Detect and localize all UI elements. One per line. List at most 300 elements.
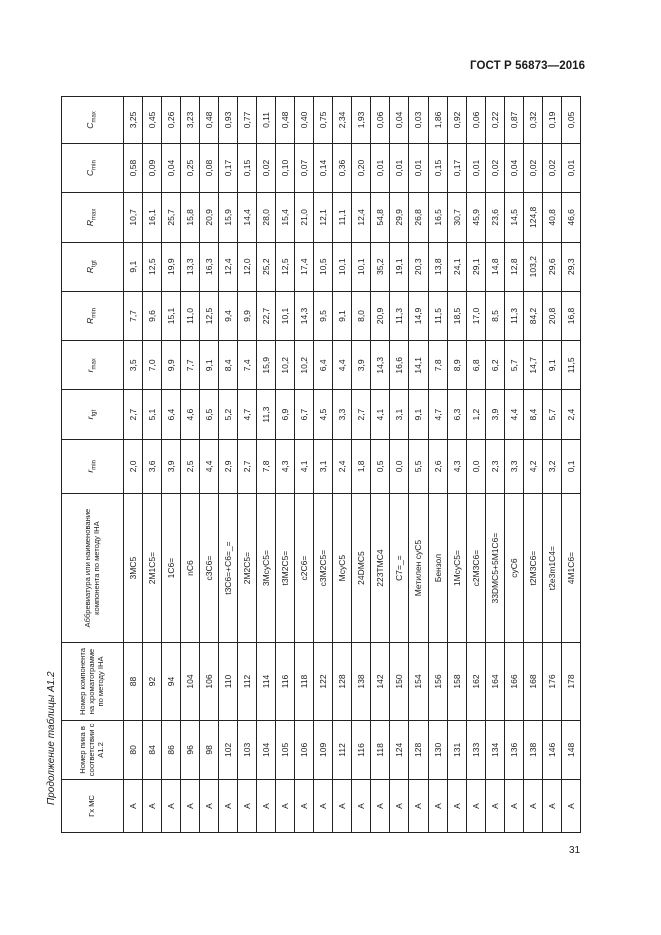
- table-cell: А: [219, 780, 238, 833]
- table-cell: 11,5: [428, 291, 447, 340]
- table-cell: 104: [181, 643, 200, 721]
- table-cell: 24,1: [447, 242, 466, 291]
- table-row: [295, 97, 314, 833]
- table-cell: 0,20: [352, 143, 371, 192]
- table-cell: 14,3: [371, 341, 390, 390]
- table-cell: 116: [276, 643, 295, 721]
- table-cell: 12,4: [219, 242, 238, 291]
- table-cell: 16,5: [428, 193, 447, 242]
- table-cell: 45,9: [466, 193, 485, 242]
- table-cell: 25,2: [257, 242, 276, 291]
- column-header-subscript: max: [91, 111, 98, 123]
- table-cell: 11,3: [504, 291, 523, 340]
- table-cell: 10,2: [276, 341, 295, 390]
- table-cell: 0,93: [219, 97, 238, 144]
- table-cell: 10,1: [352, 242, 371, 291]
- table-cell: 0,09: [143, 143, 162, 192]
- table-cell: 0,02: [485, 143, 504, 192]
- table-cell: 9,1: [542, 341, 561, 390]
- table-cell: 92: [143, 643, 162, 721]
- table-cell: t2M3C6=: [523, 494, 542, 643]
- table-cell: 154: [409, 643, 428, 721]
- table-cell: 3,1: [314, 439, 333, 493]
- table-cell: 16,6: [390, 341, 409, 390]
- column-header: [62, 242, 124, 291]
- table-cell: А: [124, 780, 143, 833]
- table-cell: 6,2: [485, 341, 504, 390]
- table-cell: 10,5: [314, 242, 333, 291]
- table-cell: McyC5: [333, 494, 352, 643]
- table-cell: C7=_=: [390, 494, 409, 643]
- table-cell: А: [181, 780, 200, 833]
- table-cell: 9,4: [219, 291, 238, 340]
- table-cell: 133: [466, 720, 485, 779]
- table-row: [428, 97, 447, 833]
- table-row: [447, 97, 466, 833]
- table-cell: 130: [428, 720, 447, 779]
- table-cell: 0,04: [162, 143, 181, 192]
- table-cell: 0,06: [466, 97, 485, 144]
- table-cell: 16,3: [200, 242, 219, 291]
- table-cell: 0,05: [561, 97, 580, 144]
- table-cell: 116: [352, 720, 371, 779]
- table-cell: 0,01: [466, 143, 485, 192]
- table-cell: t2e3m1C4=: [542, 494, 561, 643]
- table-cell: 2,34: [333, 97, 352, 144]
- column-header-symbol: R: [85, 219, 96, 227]
- table-cell: 6,3: [447, 390, 466, 439]
- column-header: Гх МС: [62, 780, 124, 833]
- table-cell: 118: [371, 720, 390, 779]
- table-cell: 0,02: [523, 143, 542, 192]
- column-header: [62, 97, 124, 144]
- table-cell: А: [409, 780, 428, 833]
- table-cell: 46,6: [561, 193, 580, 242]
- table-cell: 4,5: [314, 390, 333, 439]
- table-cell: 2,7: [238, 439, 257, 493]
- table-cell: 8,9: [447, 341, 466, 390]
- table-cell: 156: [428, 643, 447, 721]
- table-cell: 0,03: [409, 97, 428, 144]
- table-row: [504, 97, 523, 833]
- table-caption: Продолжение таблицы А1.2: [46, 671, 57, 805]
- table-cell: А: [466, 780, 485, 833]
- table-cell: 178: [561, 643, 580, 721]
- table-row: [162, 97, 181, 833]
- table-cell: 103: [238, 720, 257, 779]
- table-cell: 6,8: [466, 341, 485, 390]
- column-header: Номер компонента на хроматограмме по методу IHA: [62, 643, 124, 721]
- table-cell: 0,11: [257, 97, 276, 144]
- table-cell: 9,1: [409, 390, 428, 439]
- column-header-symbol: C: [85, 169, 96, 176]
- table-cell: 10,1: [276, 291, 295, 340]
- table-cell: 103,2: [523, 242, 542, 291]
- table-cell: nC6: [181, 494, 200, 643]
- table-cell: 29,6: [542, 242, 561, 291]
- column-header-subscript: min: [91, 460, 98, 470]
- table-cell: 94: [162, 643, 181, 721]
- table-cell: 0,04: [390, 97, 409, 144]
- table-cell: 80: [124, 720, 143, 779]
- table-row: [561, 97, 580, 833]
- table-cell: 138: [523, 720, 542, 779]
- table-cell: 7,7: [181, 341, 200, 390]
- table-cell: 0,15: [238, 143, 257, 192]
- table-cell: 10,1: [333, 242, 352, 291]
- table-cell: 0,92: [447, 97, 466, 144]
- column-header-subscript: tgt: [91, 260, 98, 267]
- table-cell: 35,2: [371, 242, 390, 291]
- table-cell: 15,1: [162, 291, 181, 340]
- table-cell: 0,02: [257, 143, 276, 192]
- table-cell: 14,7: [523, 341, 542, 390]
- table-cell: А: [352, 780, 371, 833]
- table-cell: А: [561, 780, 580, 833]
- column-header: [62, 143, 124, 192]
- table-cell: 2M1C5=: [143, 494, 162, 643]
- table-cell: 112: [238, 643, 257, 721]
- document-id: ГОСТ Р 56873—2016: [470, 60, 586, 72]
- table-cell: 7,8: [257, 439, 276, 493]
- table-cell: 15,9: [219, 193, 238, 242]
- table-row: [333, 97, 352, 833]
- table-cell: А: [200, 780, 219, 833]
- table-cell: 12,5: [143, 242, 162, 291]
- table-cell: 20,9: [200, 193, 219, 242]
- table-cell: А: [333, 780, 352, 833]
- table-cell: 88: [124, 643, 143, 721]
- table-cell: 1,8: [352, 439, 371, 493]
- table-cell: 4,2: [523, 439, 542, 493]
- table-cell: 19,1: [390, 242, 409, 291]
- table-cell: 0,15: [428, 143, 447, 192]
- column-header-subscript: min: [91, 160, 98, 170]
- table-cell: 0,17: [447, 143, 466, 192]
- table-cell: 2M2C5=: [238, 494, 257, 643]
- table-cell: 13,3: [181, 242, 200, 291]
- table-cell: 3,3: [333, 390, 352, 439]
- column-header-symbol: r: [85, 369, 96, 373]
- table-row: [257, 97, 276, 833]
- table-cell: 0,0: [390, 439, 409, 493]
- column-header: Номер пика в соответствии с А1.2: [62, 720, 124, 779]
- table-cell: 0,17: [219, 143, 238, 192]
- table-cell: 21,0: [295, 193, 314, 242]
- table-cell: А: [523, 780, 542, 833]
- table-cell: 0,87: [504, 97, 523, 144]
- table-cell: 176: [542, 643, 561, 721]
- column-header-symbol: C: [85, 122, 96, 129]
- table-cell: А: [371, 780, 390, 833]
- table-cell: 118: [295, 643, 314, 721]
- table-cell: 134: [485, 720, 504, 779]
- table-cell: 9,5: [314, 291, 333, 340]
- table-cell: 26,8: [409, 193, 428, 242]
- table-cell: 28,0: [257, 193, 276, 242]
- table-cell: 124: [390, 720, 409, 779]
- table-cell: 106: [200, 643, 219, 721]
- table-cell: 14,9: [409, 291, 428, 340]
- table-cell: 12,4: [352, 193, 371, 242]
- table-cell: 4M1C6=: [561, 494, 580, 643]
- table-cell: 20,9: [371, 291, 390, 340]
- table-cell: А: [143, 780, 162, 833]
- table-row: [181, 97, 200, 833]
- table-cell: 4,7: [428, 390, 447, 439]
- table-cell: 7,4: [238, 341, 257, 390]
- table-cell: Метилен cyC5: [409, 494, 428, 643]
- table-cell: 0,02: [542, 143, 561, 192]
- table-cell: 1,86: [428, 97, 447, 144]
- table-cell: 4,3: [276, 439, 295, 493]
- table-cell: 0,10: [276, 143, 295, 192]
- table-cell: 25,7: [162, 193, 181, 242]
- table-row: [352, 97, 371, 833]
- table-cell: 131: [447, 720, 466, 779]
- table-cell: А: [485, 780, 504, 833]
- table-cell: 0,48: [276, 97, 295, 144]
- table-cell: 4,4: [200, 439, 219, 493]
- table-cell: А: [162, 780, 181, 833]
- table-cell: 3,3: [504, 439, 523, 493]
- column-header-subscript: max: [91, 358, 98, 370]
- table-cell: 7,0: [143, 341, 162, 390]
- table-cell: 3MC5: [124, 494, 143, 643]
- table-cell: 5,2: [219, 390, 238, 439]
- table-row: [124, 97, 143, 833]
- table-cell: А: [447, 780, 466, 833]
- table-row: [485, 97, 504, 833]
- table-row: [409, 97, 428, 833]
- table-cell: 10,7: [124, 193, 143, 242]
- column-header-subscript: tgt: [91, 409, 98, 417]
- table-cell: 20,8: [542, 291, 561, 340]
- table-cell: c2C6=: [295, 494, 314, 643]
- table-row: [390, 97, 409, 833]
- table-cell: 29,3: [561, 242, 580, 291]
- table-cell: 0,07: [295, 143, 314, 192]
- table-cell: 6,4: [314, 341, 333, 390]
- column-header: [62, 341, 124, 390]
- table-cell: 0,0: [466, 439, 485, 493]
- table-cell: 2,6: [428, 439, 447, 493]
- column-header-symbol: r: [85, 416, 96, 420]
- table-cell: 9,1: [200, 341, 219, 390]
- table-cell: 0,01: [409, 143, 428, 192]
- page-number: 31: [569, 845, 581, 856]
- table-cell: 150: [390, 643, 409, 721]
- table-cell: 0,08: [200, 143, 219, 192]
- table-cell: 23,6: [485, 193, 504, 242]
- table-cell: 5,7: [504, 341, 523, 390]
- table-cell: 3,5: [124, 341, 143, 390]
- column-header-symbol: R: [85, 317, 96, 324]
- table-cell: 3,6: [143, 439, 162, 493]
- table-cell: 0,01: [371, 143, 390, 192]
- table-cell: 3,1: [390, 390, 409, 439]
- table-cell: 2,4: [333, 439, 352, 493]
- table-cell: 15,4: [276, 193, 295, 242]
- table-cell: 14,3: [295, 291, 314, 340]
- table-cell: 12,0: [238, 242, 257, 291]
- column-header-subscript: max: [91, 208, 98, 220]
- table-cell: 114: [257, 643, 276, 721]
- table-cell: 146: [542, 720, 561, 779]
- column-header-symbol: r: [85, 469, 96, 473]
- table-cell: 2,7: [352, 390, 371, 439]
- table-cell: 6,7: [295, 390, 314, 439]
- table-cell: 9,9: [238, 291, 257, 340]
- table-cell: 96: [181, 720, 200, 779]
- table-cell: 2,7: [124, 390, 143, 439]
- table-cell: 4,4: [504, 390, 523, 439]
- table-cell: 3,25: [124, 97, 143, 144]
- table-cell: 0,5: [371, 439, 390, 493]
- table-cell: 138: [352, 643, 371, 721]
- table-cell: 84,2: [523, 291, 542, 340]
- rotated-table-container: [61, 96, 581, 833]
- table-cell: 158: [447, 643, 466, 721]
- table-cell: А: [295, 780, 314, 833]
- table-cell: 15,9: [257, 341, 276, 390]
- table-cell: 18,5: [447, 291, 466, 340]
- table-cell: 104: [257, 720, 276, 779]
- table-cell: cyC6: [504, 494, 523, 643]
- table-cell: 14,1: [409, 341, 428, 390]
- table-cell: 9,9: [162, 341, 181, 390]
- column-header: [62, 193, 124, 242]
- table-cell: 4,7: [238, 390, 257, 439]
- table-cell: 24DMC5: [352, 494, 371, 643]
- table-cell: 168: [523, 643, 542, 721]
- table-cell: 0,40: [295, 97, 314, 144]
- table-cell: 0,48: [200, 97, 219, 144]
- table-cell: А: [428, 780, 447, 833]
- table-row: [523, 97, 542, 833]
- table-cell: 11,3: [390, 291, 409, 340]
- table-cell: 0,32: [523, 97, 542, 144]
- table-cell: 16,1: [143, 193, 162, 242]
- table-cell: А: [390, 780, 409, 833]
- table-cell: 2,9: [219, 439, 238, 493]
- table-row: [200, 97, 219, 833]
- table-cell: 128: [333, 643, 352, 721]
- table-cell: 0,01: [390, 143, 409, 192]
- table-cell: 13,8: [428, 242, 447, 291]
- table-cell: 109: [314, 720, 333, 779]
- table-cell: 9,6: [143, 291, 162, 340]
- table-cell: c2M3C6=: [466, 494, 485, 643]
- table-cell: 3,9: [352, 341, 371, 390]
- table-cell: Бензол: [428, 494, 447, 643]
- table-cell: 17,4: [295, 242, 314, 291]
- table-cell: 0,45: [143, 97, 162, 144]
- table-row: [314, 97, 333, 833]
- table-cell: 7,7: [124, 291, 143, 340]
- table-cell: 148: [561, 720, 580, 779]
- table-cell: 0,25: [181, 143, 200, 192]
- table-cell: 6,5: [200, 390, 219, 439]
- table-cell: 9,1: [124, 242, 143, 291]
- table-cell: 0,04: [504, 143, 523, 192]
- table-cell: А: [542, 780, 561, 833]
- table-cell: 3,23: [181, 97, 200, 144]
- table-cell: 86: [162, 720, 181, 779]
- table-row: [466, 97, 485, 833]
- table-cell: 4,1: [371, 390, 390, 439]
- table-row: [219, 97, 238, 833]
- table-cell: 112: [333, 720, 352, 779]
- table-cell: 7,8: [428, 341, 447, 390]
- table-cell: 0,19: [542, 97, 561, 144]
- table-cell: 110: [219, 643, 238, 721]
- table-cell: 14,5: [504, 193, 523, 242]
- table-cell: А: [257, 780, 276, 833]
- table-cell: 1C6=: [162, 494, 181, 643]
- table-cell: 11,5: [561, 341, 580, 390]
- table-cell: А: [504, 780, 523, 833]
- table-cell: 1McyC5=: [447, 494, 466, 643]
- table-cell: 3,9: [485, 390, 504, 439]
- table-cell: c3C6=: [200, 494, 219, 643]
- table-cell: 12,8: [504, 242, 523, 291]
- table-cell: 17,0: [466, 291, 485, 340]
- table-cell: 11,3: [257, 390, 276, 439]
- data-table: [61, 96, 581, 833]
- table-cell: 0,75: [314, 97, 333, 144]
- table-cell: 19,9: [162, 242, 181, 291]
- table-cell: 2,4: [561, 390, 580, 439]
- table-cell: А: [238, 780, 257, 833]
- table-cell: 2,0: [124, 439, 143, 493]
- table-cell: 124,8: [523, 193, 542, 242]
- table-cell: 11,0: [181, 291, 200, 340]
- column-header: [62, 291, 124, 340]
- table-header-row: [62, 97, 124, 833]
- table-row: [276, 97, 295, 833]
- table-cell: 29,9: [390, 193, 409, 242]
- table-cell: 5,7: [542, 390, 561, 439]
- table-cell: 0,58: [124, 143, 143, 192]
- table-cell: 122: [314, 643, 333, 721]
- table-cell: 1,2: [466, 390, 485, 439]
- table-cell: 30,7: [447, 193, 466, 242]
- table-cell: 22,7: [257, 291, 276, 340]
- table-cell: 6,4: [162, 390, 181, 439]
- table-cell: 0,14: [314, 143, 333, 192]
- table-row: [143, 97, 162, 833]
- column-header-symbol: R: [85, 266, 96, 274]
- table-cell: А: [314, 780, 333, 833]
- table-cell: 4,3: [447, 439, 466, 493]
- table-cell: 40,8: [542, 193, 561, 242]
- table-cell: 8,5: [485, 291, 504, 340]
- table-cell: 0,06: [371, 97, 390, 144]
- table-cell: 164: [485, 643, 504, 721]
- table-cell: 16,8: [561, 291, 580, 340]
- column-header: Аббревиатура или наименование компонента по методу IHA: [62, 494, 124, 643]
- table-cell: 162: [466, 643, 485, 721]
- table-cell: 2,3: [485, 439, 504, 493]
- table-cell: 54,8: [371, 193, 390, 242]
- table-cell: 5,5: [409, 439, 428, 493]
- table-cell: 3,9: [162, 439, 181, 493]
- table-cell: 11,1: [333, 193, 352, 242]
- table-cell: 84: [143, 720, 162, 779]
- table-cell: 8,0: [352, 291, 371, 340]
- table-cell: 0,01: [561, 143, 580, 192]
